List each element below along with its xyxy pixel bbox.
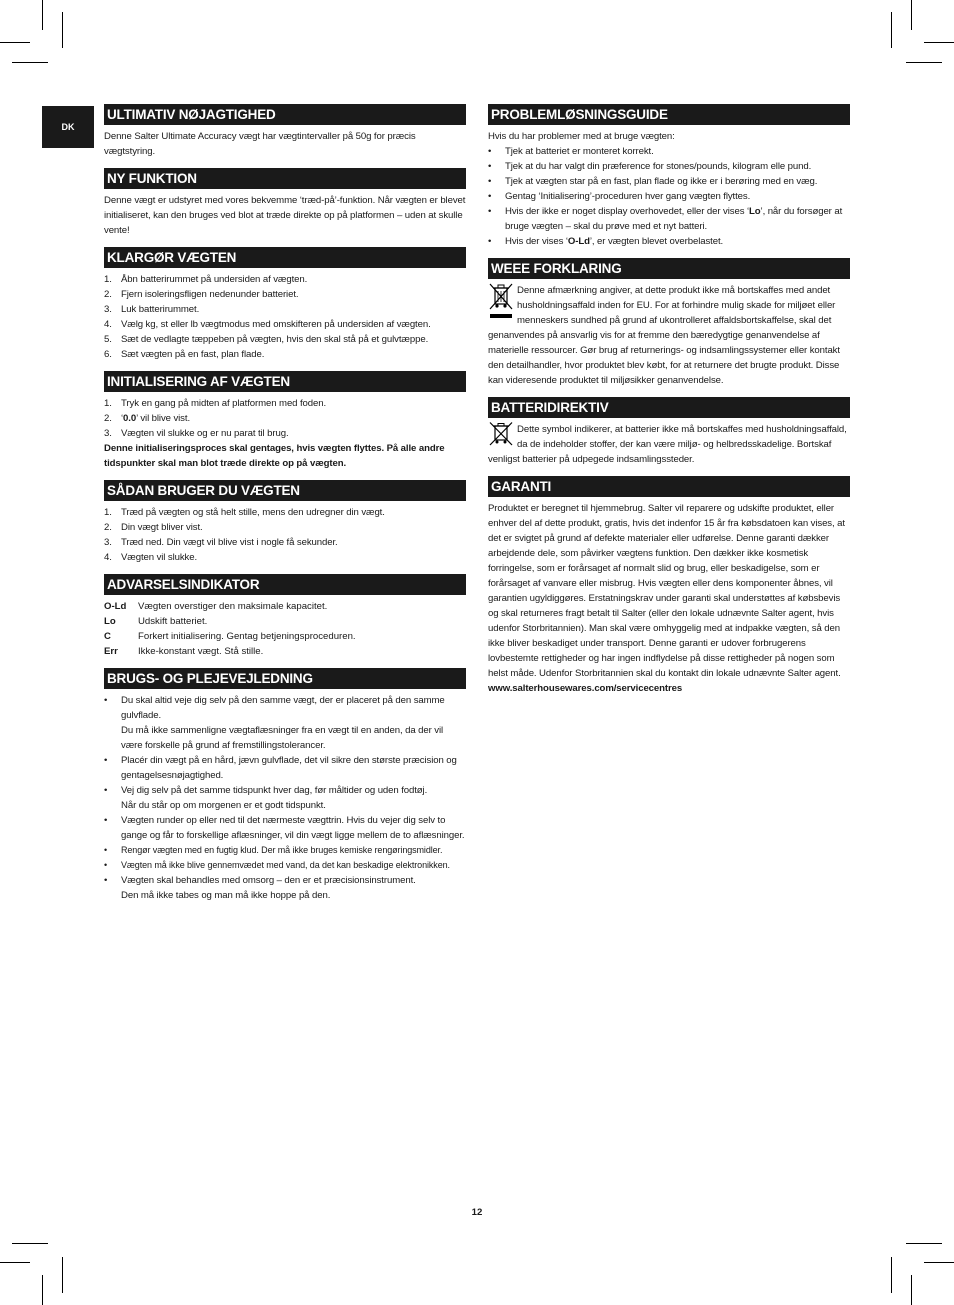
list-item: 4. Vælg kg, st eller lb vægtmodus med omskifteren på undersiden af vægten. bbox=[104, 319, 431, 330]
list-item: 3. Luk batterirummet. bbox=[104, 304, 200, 315]
section-ultimate-accuracy bbox=[104, 104, 466, 159]
crop-mark bbox=[891, 12, 892, 48]
list-item: 5. Sæt de vedlagte tæppeben på vægten, hvis den skal stå på et gulvtæppe. bbox=[104, 334, 429, 345]
crop-mark bbox=[62, 1257, 63, 1293]
crop-mark bbox=[12, 62, 48, 63]
list-item: • Du skal altid veje dig selv på den samme vægt, der er placeret på den samme gulvflade. Du må ikke sammenligne vægtaflæsninger fra en vægt til en anden, da der vil være forskelle på grund af fremstillingstolerancer. bbox=[104, 695, 445, 751]
list-item: • Hvis der vises ‘O-Ld’, er vægten blevet overbelastet. bbox=[488, 236, 724, 247]
section-heading: ULTIMATIV NØJAGTIGHED bbox=[104, 104, 466, 125]
section-warranty bbox=[488, 476, 850, 696]
crop-mark bbox=[42, 1275, 43, 1305]
crop-mark bbox=[0, 1262, 30, 1263]
section-heading: KLARGØR VÆGTEN bbox=[104, 247, 466, 268]
indicator-row: O-Ld Vægten overstiger den maksimale kapacitet. bbox=[104, 601, 328, 612]
section-text: Denne vægt er udstyret med vores bekvemme ‘træd-på’-funktion. Når vægten er blevet initialiseret, kan den bruges ved blot at træde direkte op på platformen – uden at skulle vente! bbox=[104, 195, 466, 236]
crop-mark bbox=[906, 62, 942, 63]
crossed-bin-icon bbox=[488, 283, 514, 321]
list-item: • Tjek at vægten star på en fast, plan flade og ikke er i berøring med en væg. bbox=[488, 176, 818, 187]
section-heading: NY FUNKTION bbox=[104, 168, 466, 189]
list-item: 1. Træd på vægten og stå helt stille, mens den udregner din vægt. bbox=[104, 507, 385, 518]
section-text: Produktet er beregnet til hjemmebrug. Salter vil reparere og udskifte produktet, eller enhver del af dette produkt, gratis, hvis det indenfor 15 år fra købsdatoen kan vises, at det er svigtet på grund af defekte materialer eller udførelse. Denne garanti dækker arbejdende dele, som påvirker vægtens funktion. Den dækker ikke kosmetisk forringelse, som er forårsaget af normalt slid og brug, eller beskadigelse, som er forårsaget af vanvare eller misbrug. Hvis vægten eller dens komponenter åbnes, vil garantien ugyldiggøres. Erstatningskrav under garanti skal understøttes af købsbevis og skal returneres fragt betalt til Salter (eller den lokale udnævnte Salter agent, hvis udenfor Storbritannien). Man skal være omhyggelig med at indpakke vægten, så den ikke bliver beskadiget under transport. Denne garanti er udover forbrugerens lovbestemte rettigheder og har ingen indflydelse på disse rettigheder på nogen som helst måde. Udenfor Storbritannien skal du kontakt din lokale udnævnte Salter agent. bbox=[488, 503, 845, 679]
list-item: 3. Træd ned. Din vægt vil blive vist i nogle få sekunder. bbox=[104, 537, 338, 548]
crop-mark bbox=[911, 1275, 912, 1305]
section-how-to-use bbox=[104, 480, 466, 565]
list-item: • Vej dig selv på det samme tidspunkt hver dag, før måltider og uden fodtøj. Når du står op om morgenen er et godt tidspunkt. bbox=[104, 785, 428, 811]
crop-mark bbox=[12, 1243, 48, 1244]
list-item: 1. Åbn batterirummet på undersiden af vægten. bbox=[104, 274, 308, 285]
indicator-row: C Forkert initialisering. Gentag betjeningsproceduren. bbox=[104, 631, 356, 642]
list-item: • Vægten skal behandles med omsorg – den er et præcisionsinstrument. Den må ikke tabes og man må ikke hoppe på den. bbox=[104, 875, 416, 901]
indicator-row: Err Ikke-konstant vægt. Stå stille. bbox=[104, 646, 264, 657]
list-item: • Hvis der ikke er noget display overhovedet, eller der vises ‘Lo’, når du forsøger at bruge vægten – skal du prøve med et nyt batteri. bbox=[488, 206, 843, 232]
list-item: 2. Fjern isoleringsfligen nedenunder batteriet. bbox=[104, 289, 299, 300]
list-item: • Placér din vægt på en hård, jævn gulvflade, det vil sikre den største præcision og gentagelsesnøjagtighed. bbox=[104, 755, 457, 781]
list-item: 3. Vægten vil slukke og er nu parat til brug. bbox=[104, 428, 289, 439]
section-heading: BATTERIDIREKTIV bbox=[488, 397, 850, 418]
page-number: 12 bbox=[471, 1207, 483, 1218]
section-warning-indicators bbox=[104, 574, 466, 659]
section-heading: BRUGS- OG PLEJEVEJLEDNING bbox=[104, 668, 466, 689]
bullet-list bbox=[104, 693, 466, 903]
crop-mark bbox=[42, 0, 43, 30]
section-troubleshooting bbox=[488, 104, 850, 249]
language-tab: DK bbox=[42, 106, 94, 148]
list-item: • Vægten runder op eller ned til det nærmeste vægttrin. Hvis du vejer dig selv to gange og får to forskellige aflæsninger, vil din vægt ligge mellem de to aflæsninger. bbox=[104, 815, 465, 841]
list-item: 6. Sæt vægten på en fast, plan flade. bbox=[104, 349, 265, 360]
crop-mark bbox=[0, 42, 30, 43]
section-prepare-scale bbox=[104, 247, 466, 362]
section-heading: PROBLEMLØSNINGSGUIDE bbox=[488, 104, 850, 125]
section-heading: SÅDAN BRUGER DU VÆGTEN bbox=[104, 480, 466, 501]
list-item: • Rengør vægten med en fugtig klud. Der må ikke bruges kemiske rengøringsmidler. bbox=[104, 845, 443, 855]
list-item: 1. Tryk en gang på midten af platformen med foden. bbox=[104, 398, 327, 409]
crop-mark bbox=[924, 42, 954, 43]
section-intro: Hvis du har problemer med at bruge vægten: bbox=[488, 131, 675, 142]
list-item: 4. Vægten vil slukke. bbox=[104, 552, 198, 563]
left-column bbox=[104, 104, 466, 912]
service-centre-link[interactable]: www.salterhousewares.com/servicecentres bbox=[488, 683, 683, 694]
right-column bbox=[488, 104, 850, 705]
list-item: • Tjek at batteriet er monteret korrekt. bbox=[488, 146, 654, 157]
list-item: 2. Din vægt bliver vist. bbox=[104, 522, 203, 533]
section-heading: GARANTI bbox=[488, 476, 850, 497]
list-item: • Vægten må ikke blive gennemvædet med vand, da det kan beskadige elektronikken. bbox=[104, 860, 450, 870]
numbered-list bbox=[104, 272, 466, 362]
section-battery-directive bbox=[488, 397, 850, 467]
section-new-feature bbox=[104, 168, 466, 238]
crossed-bin-icon bbox=[488, 422, 514, 446]
numbered-list bbox=[104, 396, 466, 441]
section-text-block: Dette symbol indikerer, at batterier ikke må bortskaffes med husholdningsaffald, da de indeholder stoffer, der kan være miljø- og helbredsskadelige. Bortskaf venligst batterier på udpegede indsamlingssteder. bbox=[488, 424, 847, 465]
list-item: • Tjek at du har valgt din præference for stones/pounds, kilogram elle pund. bbox=[488, 161, 812, 172]
crop-mark bbox=[891, 1257, 892, 1293]
section-weee bbox=[488, 258, 850, 388]
section-initialisation bbox=[104, 371, 466, 471]
numbered-list bbox=[104, 505, 466, 565]
bullet-list bbox=[488, 144, 850, 249]
crop-mark bbox=[911, 0, 912, 30]
list-item: • Gentag ‘Initialisering’-proceduren hver gang vægten flyttes. bbox=[488, 191, 751, 202]
crop-mark bbox=[906, 1243, 942, 1244]
init-note: Denne initialiseringsproces skal gentages, hvis vægten flyttes. På alle andre tidspunkter skal man blot træde direkte op på vægten. bbox=[104, 443, 445, 469]
indicator-row: Lo Udskift batteriet. bbox=[104, 616, 208, 627]
crop-mark bbox=[62, 12, 63, 48]
section-text: Denne Salter Ultimate Accuracy vægt har vægtintervaller på 50g for præcis vægtstyring. bbox=[104, 131, 416, 157]
section-care-instructions bbox=[104, 668, 466, 903]
crop-mark bbox=[924, 1262, 954, 1263]
section-text-block: Denne afmærkning angiver, at dette produkt ikke må bortskaffes med andet husholdningsaffald inden for EU. For at forhindre mulig skade for miljøet eller menneskers sundhed på grund af ukontrolleret affaldsbortskaffelse, skal det genanvendes på ansvarlig vis for at fremme den bæredygtige genanvendelse af materielle ressourcer. Gør brug af returnerings- og indsamlingssystemer eller kontakt den detailhandler, hvor produktet blev købt, for at returnere det brugte produkt. Disse kan videresende produktet til miljøsikker genanvendelse. bbox=[488, 285, 840, 386]
section-heading: WEEE FORKLARING bbox=[488, 258, 850, 279]
section-heading: ADVARSELSINDIKATOR bbox=[104, 574, 466, 595]
list-item: 2. ‘0.0’ vil blive vist. bbox=[104, 413, 191, 424]
section-heading: INITIALISERING AF VÆGTEN bbox=[104, 371, 466, 392]
